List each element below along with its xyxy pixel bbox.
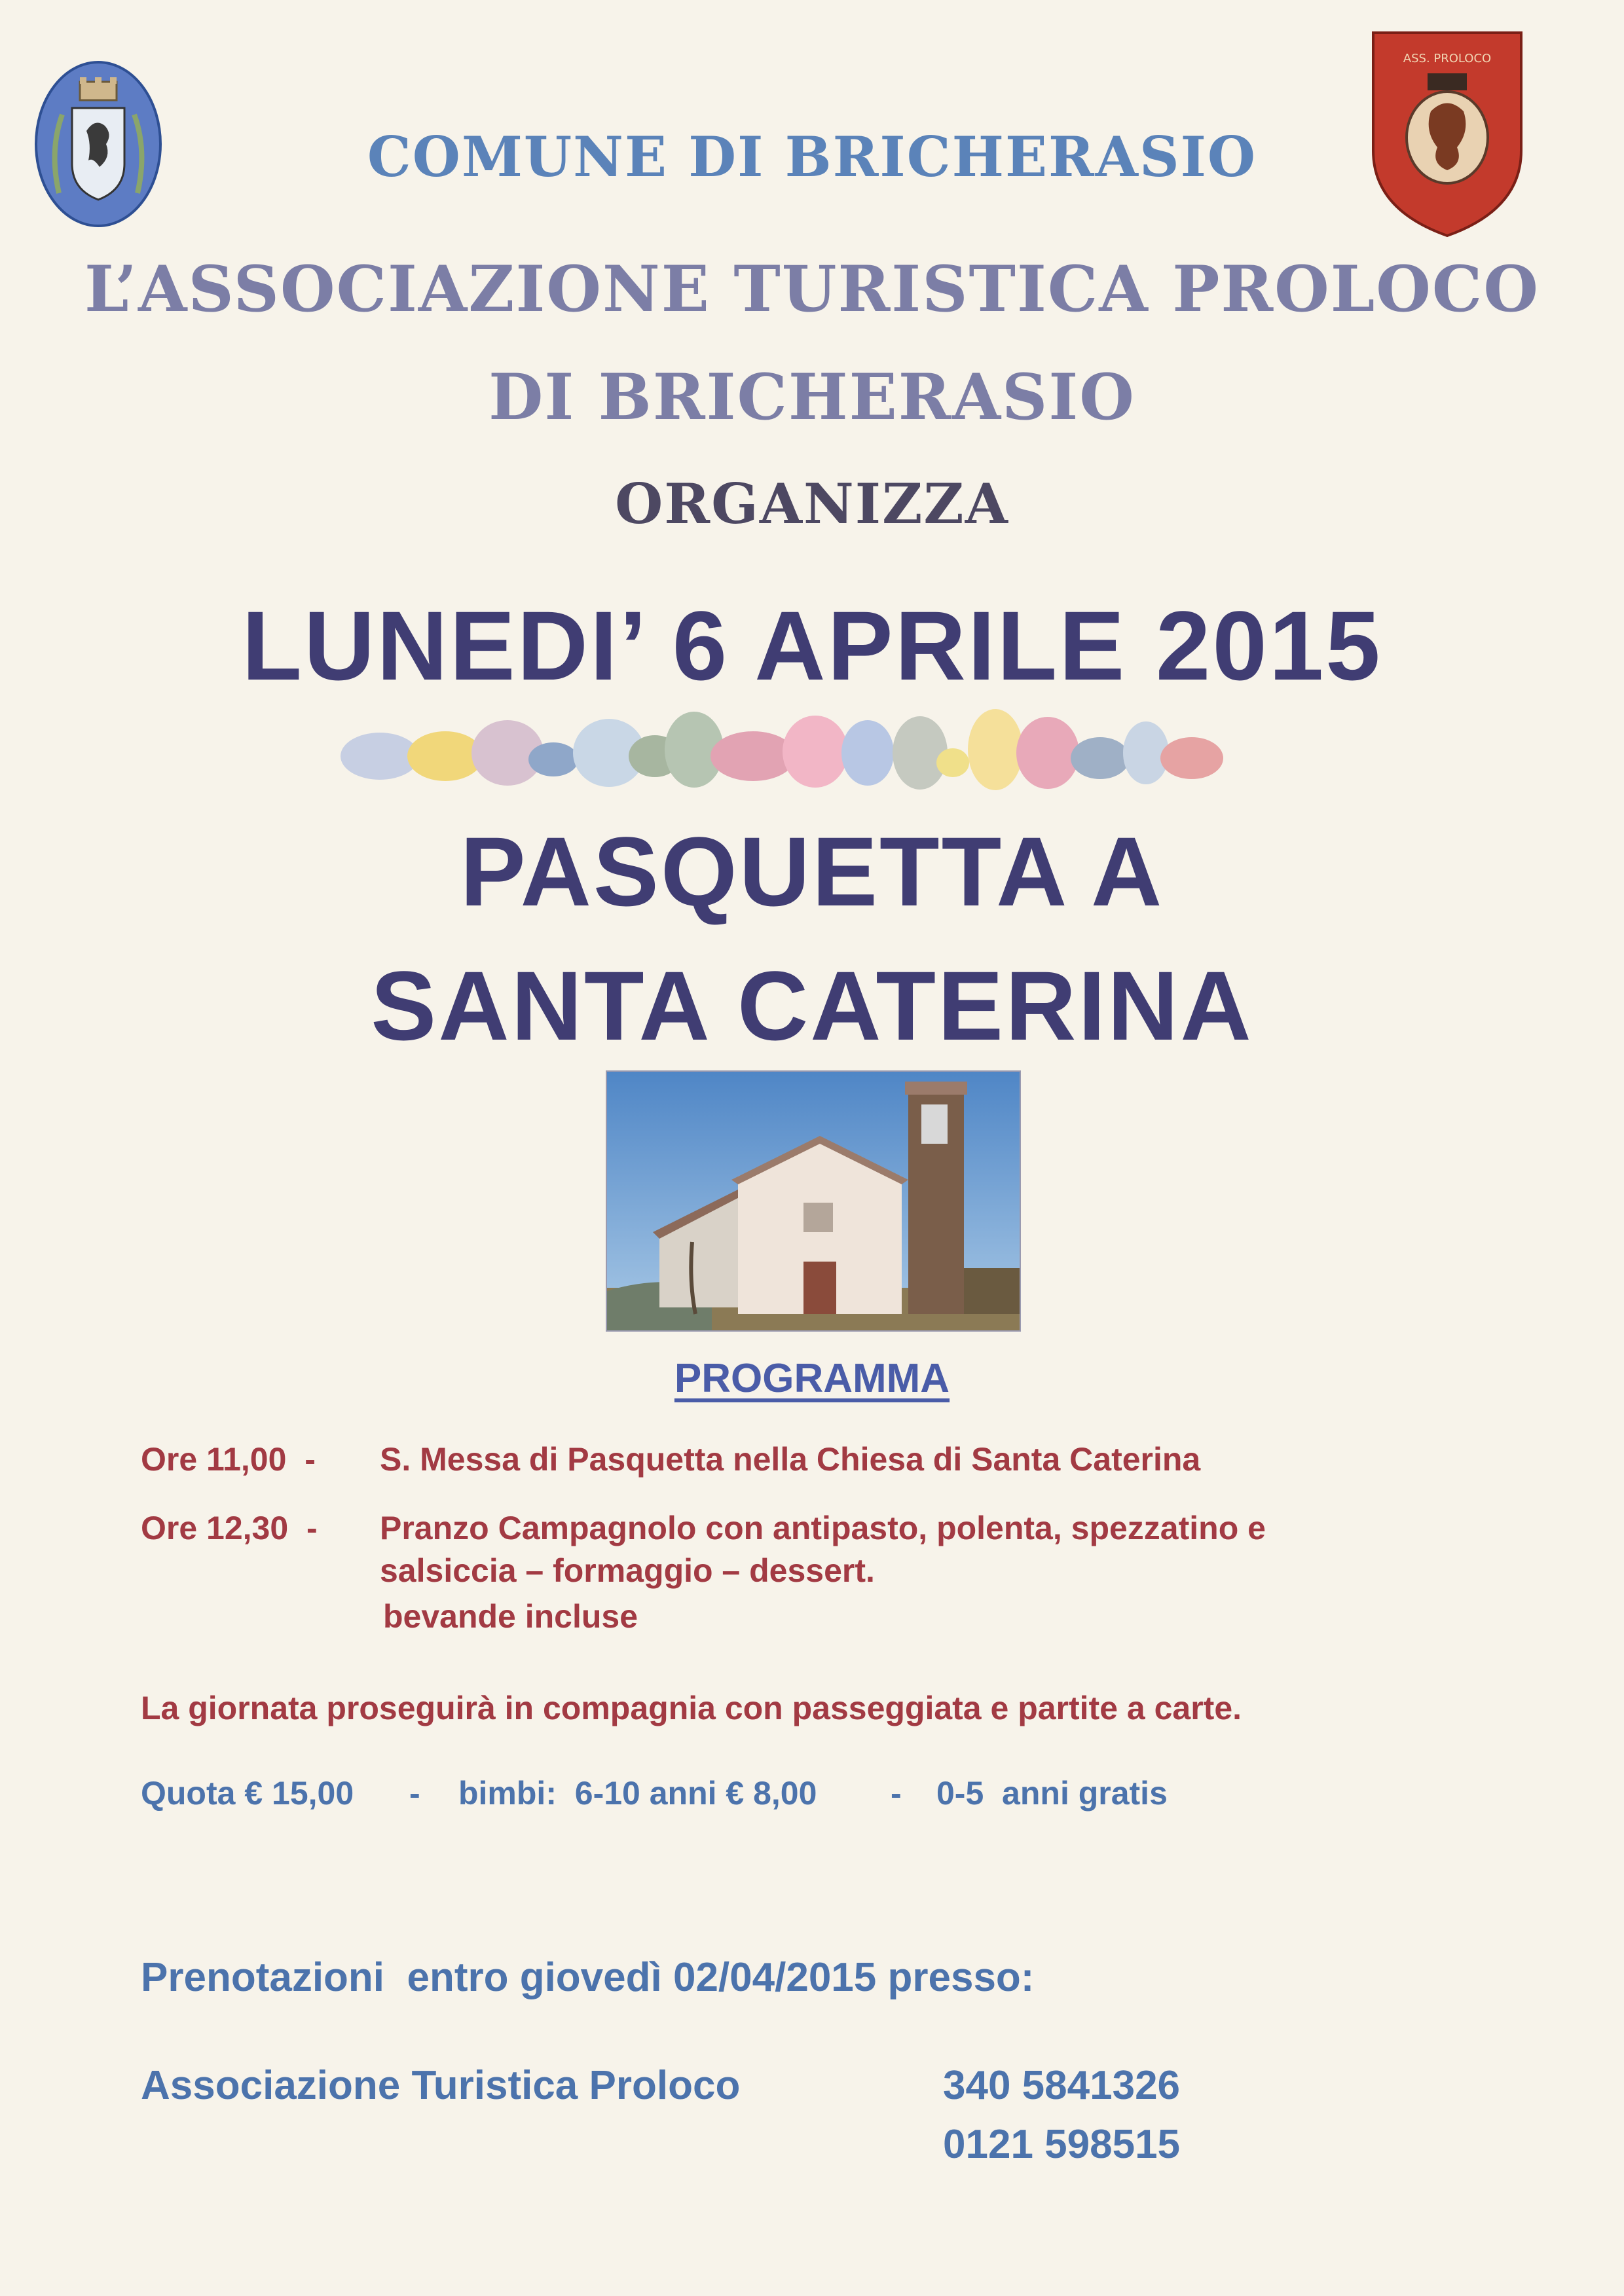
price-children: bimbi: 6-10 anni € 8,00	[458, 1775, 817, 1812]
programme-desc-2-line2: salsiccia – formaggio – dessert.	[380, 1552, 875, 1589]
phone-number-1: 340 5841326	[943, 2063, 1181, 2108]
church-photo	[606, 1070, 1021, 1332]
egg-icon	[893, 716, 948, 790]
organizza-heading: ORGANIZZA	[615, 471, 1009, 536]
egg-icon	[783, 716, 848, 788]
phone-number-2: 0121 598515	[943, 2122, 1181, 2167]
price-separator: -	[409, 1775, 420, 1812]
price-separator: -	[891, 1775, 902, 1812]
booking-info: Prenotazioni entro giovedì 02/04/2015 presso:	[141, 1955, 1035, 2000]
egg-icon	[968, 709, 1023, 790]
programme-follow-up: La giornata proseguirà in compagnia con passeggiata e partite a carte.	[141, 1690, 1242, 1726]
association-heading-line1: L’ASSOCIAZIONE TURISTICA PROLOCO	[84, 252, 1540, 326]
egg-icon	[528, 742, 578, 776]
event-title-line1: PASQUETTA A	[460, 816, 1164, 926]
programme-desc-1: S. Messa di Pasquetta nella Chiesa di Santa Caterina	[380, 1441, 1201, 1478]
programme-desc-2-line1: Pranzo Campagnolo con antipasto, polenta, spezzatino e	[380, 1510, 1266, 1546]
price-adult: Quota € 15,00	[141, 1775, 354, 1812]
booking-organization: Associazione Turistica Proloco	[141, 2063, 741, 2108]
programme-time-2: Ore 12,30 -	[141, 1510, 318, 1546]
event-title-line2: SANTA CATERINA	[371, 951, 1253, 1061]
easter-eggs-decoration	[341, 701, 1244, 799]
egg-icon	[1016, 717, 1079, 789]
shield-text: ASS. PROLOCO	[1403, 52, 1492, 65]
comune-heading: COMUNE DI BRICHERASIO	[367, 124, 1257, 189]
programme-time-1: Ore 11,00 -	[141, 1441, 316, 1478]
event-date: LUNEDI’ 6 APRILE 2015	[242, 591, 1382, 701]
egg-icon	[1160, 737, 1223, 779]
egg-icon	[1071, 737, 1130, 779]
egg-icon	[841, 720, 894, 786]
egg-icon	[936, 748, 969, 777]
price-free: 0-5 anni gratis	[936, 1775, 1168, 1812]
association-heading-line2: DI BRICHERASIO	[489, 360, 1135, 434]
programma-heading: PROGRAMMA	[674, 1356, 950, 1401]
programme-desc-2-line3: bevande incluse	[383, 1598, 638, 1635]
